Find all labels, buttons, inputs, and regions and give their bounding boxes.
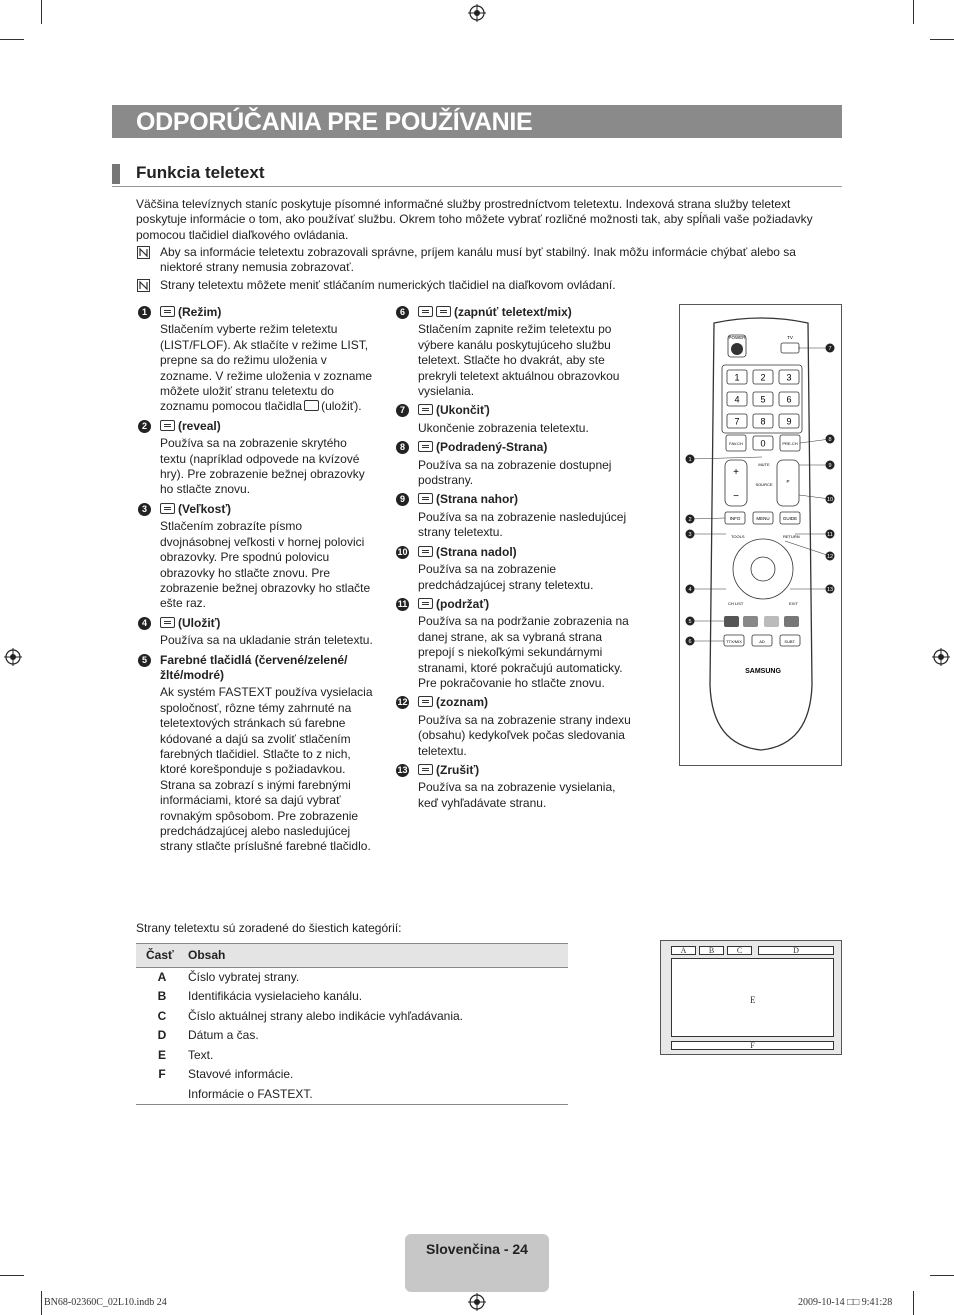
hold-icon	[418, 598, 433, 609]
table-row	[136, 968, 568, 988]
callout-number: 4	[688, 587, 692, 594]
categories-text: Strany teletextu sú zoradené do šiestich kategórií:	[136, 921, 402, 935]
items-left-column	[136, 305, 374, 859]
item-label: (Ukončiť)	[436, 403, 490, 418]
list-item-cancel	[394, 763, 634, 811]
callout-number: 10	[826, 497, 834, 504]
item-number: 7	[396, 404, 409, 417]
remote-key-label: 4	[734, 394, 740, 405]
table-cell: Dátum a čas.	[188, 1028, 259, 1043]
item-label: (Uložiť)	[178, 615, 221, 630]
chlist-label: CH LIST	[728, 601, 744, 606]
item-label: (podržať)	[436, 596, 490, 611]
note-icon	[137, 279, 150, 292]
item-number: 11	[397, 598, 408, 609]
item-desc: Používa sa na zobrazenie nasledujúcej strany teletextu.	[418, 509, 627, 540]
remote-key-label: 6	[786, 394, 792, 405]
list-item-store	[136, 616, 374, 649]
remote-key-label: 5	[760, 394, 766, 405]
item-number: 5	[138, 654, 151, 667]
tools-label: TOOLS	[731, 534, 745, 539]
list-item-teletext-mix	[394, 305, 634, 399]
diagram-cell-f: F	[671, 1041, 834, 1050]
item-desc: Stlačením zapnite režim teletextu po výbere kanálu poskytujúceho službu teletext. Stlačte ho dvakrát, aby ste prekryli teletext aktuálnou obrazovkou vysielania.	[418, 322, 620, 399]
item-label: (zapnúť teletext/mix)	[454, 305, 572, 319]
prech-label: PRE-CH	[782, 441, 798, 446]
table-cell: C	[157, 1008, 167, 1023]
item-number: 3	[138, 503, 151, 516]
table-cell: Informácie o FASTEXT.	[188, 1085, 568, 1105]
item-number: 9	[396, 493, 409, 506]
page-title: ODPORÚČANIA PRE POUŽÍVANIE	[136, 108, 533, 136]
power-label: POWER	[728, 335, 746, 340]
remote-illustration-frame	[679, 304, 842, 766]
cancel-icon	[418, 764, 433, 775]
list-item-color-buttons	[136, 653, 374, 855]
callout-number: 12	[826, 554, 834, 561]
footer-timestamp: 2009-10-14 □□ 9:41:28	[798, 1297, 893, 1308]
remote-key-label: 0	[760, 438, 766, 449]
item-desc: Ak systém FASTEXT používa vysielacia spoločnosť, rôzne témy zahrnuté na teletextových stránkach sú farebne kódované a dajú sa zvoliť stlačením farebných tlačidiel. Stlačte to z nich, ktoré korešponduje s požiadavkou. Strana sa zobrazí s inými farebnými informáciami, ktoré sa dajú vybrať rovnakým spôsobom. Pre zobrazenie predchádzajúcej alebo nasledujúcej strany stlačte príslušné farebné tlačidlo.	[160, 685, 373, 854]
callout-number: 2	[688, 517, 692, 524]
item-number: 6	[396, 306, 409, 319]
diagram-cell-e: E	[750, 995, 756, 1005]
item-number: 10	[397, 546, 408, 557]
note-icon	[137, 246, 150, 259]
table-header-row	[136, 944, 568, 968]
list-item-subpage	[394, 440, 634, 488]
guide-label: GUIDE	[782, 516, 798, 521]
store-icon	[304, 400, 319, 411]
brand-logo: SAMSUNG	[745, 668, 781, 675]
crop-mark	[913, 0, 914, 24]
return-label: RETURN	[783, 534, 800, 539]
mix-icon	[436, 306, 451, 317]
remote-key-label: 8	[760, 416, 766, 427]
store-icon	[160, 617, 175, 628]
tv-icon	[418, 404, 433, 415]
table-cell: F	[158, 1067, 166, 1082]
crop-mark	[930, 1275, 954, 1276]
remote-key-label: 1	[734, 372, 740, 383]
intro-paragraph: Väčšina televíznych staníc poskytuje písomné informačné služby prostredníctvom teletextu. Indexová strana služby teletext poskytuje informácie o tom, ako používať službu. Okrem toho môžete vybrať rozličné možnosti tak, aby spĺňali vaše požiadavky pomocou tlačidiel diaľkového ovládania.	[136, 197, 813, 242]
teletext-layout-diagram	[660, 940, 842, 1055]
item-desc: Používa sa na zobrazenie predchádzajúcej strany teletextu.	[418, 562, 594, 592]
categories-table	[136, 943, 568, 1105]
ad-label: AD	[759, 639, 765, 644]
svg-text:−: −	[733, 491, 739, 502]
diagram-cell-a: A	[671, 946, 696, 955]
table-header: Obsah	[188, 944, 568, 968]
remote-control-illustration	[680, 305, 843, 767]
list-item-reveal	[136, 419, 374, 498]
item-desc: Používa sa na zobrazenie skrytého textu (napríklad odpovede na kvízové hry). Pre zobrazenie bežnej obrazovky ho stlačte znovu.	[160, 436, 365, 497]
registration-mark-icon	[468, 4, 486, 22]
teletext-icon	[418, 306, 433, 317]
diagram-cell-b: B	[699, 946, 724, 955]
callout-number: 11	[827, 532, 833, 539]
list-item-page-down	[394, 545, 634, 593]
remote-key-label: 2	[760, 372, 766, 383]
table-row	[136, 1026, 568, 1046]
item-desc: Používa sa na ukladanie strán teletextu.	[160, 633, 373, 648]
table-row	[136, 1065, 568, 1085]
table-cell: Číslo aktuálnej strany alebo indikácie vyhľadávania.	[188, 1008, 463, 1023]
item-label: (Strana nahor)	[436, 492, 519, 507]
table-cell: Číslo vybratej strany.	[188, 969, 300, 984]
item-desc: Používa sa na podržanie zobrazenia na danej strane, ak sa vybraná strana prepojí s niekoľkými sekundárnymi stranami, ktoré pokračujú automaticky. Pre pokračovanie ho stlačte znovu.	[418, 614, 629, 690]
table-cell: A	[157, 969, 167, 984]
subpage-icon	[418, 441, 433, 452]
registration-mark-icon	[932, 648, 950, 666]
callout-number: 9	[828, 463, 832, 470]
table-row	[136, 987, 568, 1007]
mute-label: MUTE	[758, 462, 770, 467]
item-label: (Strana nadol)	[436, 544, 517, 559]
mode-icon	[160, 306, 175, 317]
source-label: SOURCE	[755, 482, 773, 487]
fav-label: FAV.CH	[729, 441, 743, 446]
item-number: 12	[397, 697, 408, 708]
list-item-index	[394, 695, 634, 759]
item-label: (reveal)	[178, 418, 221, 433]
ttx-label: TTX/MIX	[726, 639, 742, 644]
item-label: (Zrušiť)	[436, 762, 480, 777]
item-desc-tail: (uložiť).	[321, 399, 362, 414]
list-item-hold	[394, 597, 634, 691]
page-up-icon	[418, 493, 433, 504]
crop-mark	[930, 39, 954, 40]
note-text: Strany teletextu môžete meniť stláčaním numerických tlačidiel na diaľkovom ovládaní.	[160, 278, 616, 292]
item-number: 4	[138, 617, 151, 630]
table-row	[136, 1007, 568, 1027]
size-icon	[160, 503, 175, 514]
crop-mark	[0, 1275, 24, 1276]
callout-number: 13	[826, 587, 834, 594]
table-cell: E	[157, 1047, 166, 1062]
menu-label: MENU	[756, 516, 770, 521]
callout-number: 3	[688, 532, 692, 539]
callout-number: 5	[688, 619, 692, 626]
item-number: 13	[397, 764, 408, 775]
footer-file: BN68-02360C_02L10.indb 24	[44, 1297, 167, 1308]
note-text: Aby sa informácie teletextu zobrazovali správne, príjem kanálu musí byť stabilný. Inak môžu informácie chýbať alebo sa niektoré strany nemusia zobrazovať.	[160, 245, 796, 275]
callout-number: 7	[828, 346, 832, 353]
exit-label: EXIT	[789, 601, 798, 606]
table-cell: B	[157, 989, 167, 1004]
page-number: Slovenčina - 24	[426, 1241, 528, 1257]
item-desc: Používa sa na zobrazenie vysielania, keď vyhľadávate stranu.	[418, 780, 616, 810]
table-cell: Identifikácia vysielacieho kanálu.	[188, 989, 363, 1004]
diagram-screen	[671, 958, 834, 1037]
table-cell: Stavové informácie.	[188, 1067, 294, 1082]
section-title: Funkcia teletext	[136, 163, 265, 182]
crop-mark	[913, 1291, 914, 1315]
diagram-cell-d: D	[758, 946, 834, 955]
crop-mark	[41, 1291, 42, 1315]
tv-label: TV	[787, 335, 793, 340]
item-number: 8	[396, 441, 409, 454]
remote-key-label: 7	[734, 416, 740, 427]
callout-number: 6	[688, 639, 692, 646]
item-label: (Veľkosť)	[178, 501, 232, 516]
item-desc: Ukončenie zobrazenia teletextu.	[418, 420, 589, 435]
crop-mark	[41, 0, 42, 24]
remote-key-label: 3	[786, 372, 792, 383]
table-cell	[136, 1085, 188, 1105]
list-item-exit	[394, 403, 634, 436]
index-icon	[418, 696, 433, 707]
registration-mark-icon	[4, 648, 22, 666]
item-number: 1	[138, 306, 151, 319]
item-label: (zoznam)	[436, 695, 488, 710]
subt-label: SUBT.	[784, 639, 796, 644]
page-number-tab	[405, 1234, 549, 1292]
items-right-column	[394, 305, 634, 815]
page-down-icon	[418, 546, 433, 557]
section-marker	[112, 164, 120, 184]
info-label: INFO	[729, 516, 741, 521]
reveal-icon	[160, 420, 175, 431]
item-label: Farebné tlačidlá (červené/zelené/žlté/modré)	[160, 652, 348, 682]
table-cell: Text.	[188, 1047, 214, 1062]
table-header: Časť	[136, 944, 188, 968]
section-heading	[112, 162, 842, 187]
item-desc: Používa sa na zobrazenie strany indexu (obsahu) kedykoľvek počas sledovania teletextu.	[418, 712, 631, 758]
callout-number: 1	[688, 457, 692, 464]
p-label: P	[786, 479, 790, 484]
table-row	[136, 1085, 568, 1105]
page-title-bar	[112, 105, 842, 138]
diagram-cell-c: C	[727, 946, 752, 955]
item-desc: Stlačením vyberte režim teletextu (LIST/FLOF). Ak stlačíte v režime LIST, prepne sa do režimu uloženia v zozname. V režime uloženia v zozname môžete uložiť stranu teletextu do zoznamu pomocou tlačidla	[160, 322, 373, 414]
item-label: (Podradený-Strana)	[436, 440, 548, 455]
remote-key-label: 9	[786, 416, 792, 427]
item-label: (Režim)	[178, 305, 222, 319]
list-item-mode	[136, 305, 374, 415]
power-icon	[731, 343, 743, 355]
crop-mark	[0, 39, 24, 40]
item-desc: Používa sa na zobrazenie dostupnej podstrany.	[418, 457, 612, 488]
callout-number: 8	[828, 437, 832, 444]
registration-mark-icon	[468, 1293, 486, 1311]
note-1	[136, 245, 836, 276]
list-item-size	[136, 502, 374, 612]
list-item-page-up	[394, 492, 634, 540]
item-number: 2	[138, 420, 151, 433]
table-cell: D	[157, 1028, 167, 1043]
table-row	[136, 1046, 568, 1066]
item-desc: Stlačením zobrazíte písmo dvojnásobnej veľkosti v hornej polovici obrazovky. Pre spodnú polovicu obrazovky ho stlačte znovu. Pre zobrazenie bežnej obrazovky ho stlačte ešte raz.	[160, 519, 371, 611]
note-2	[136, 278, 836, 293]
svg-text:+: +	[733, 467, 739, 478]
